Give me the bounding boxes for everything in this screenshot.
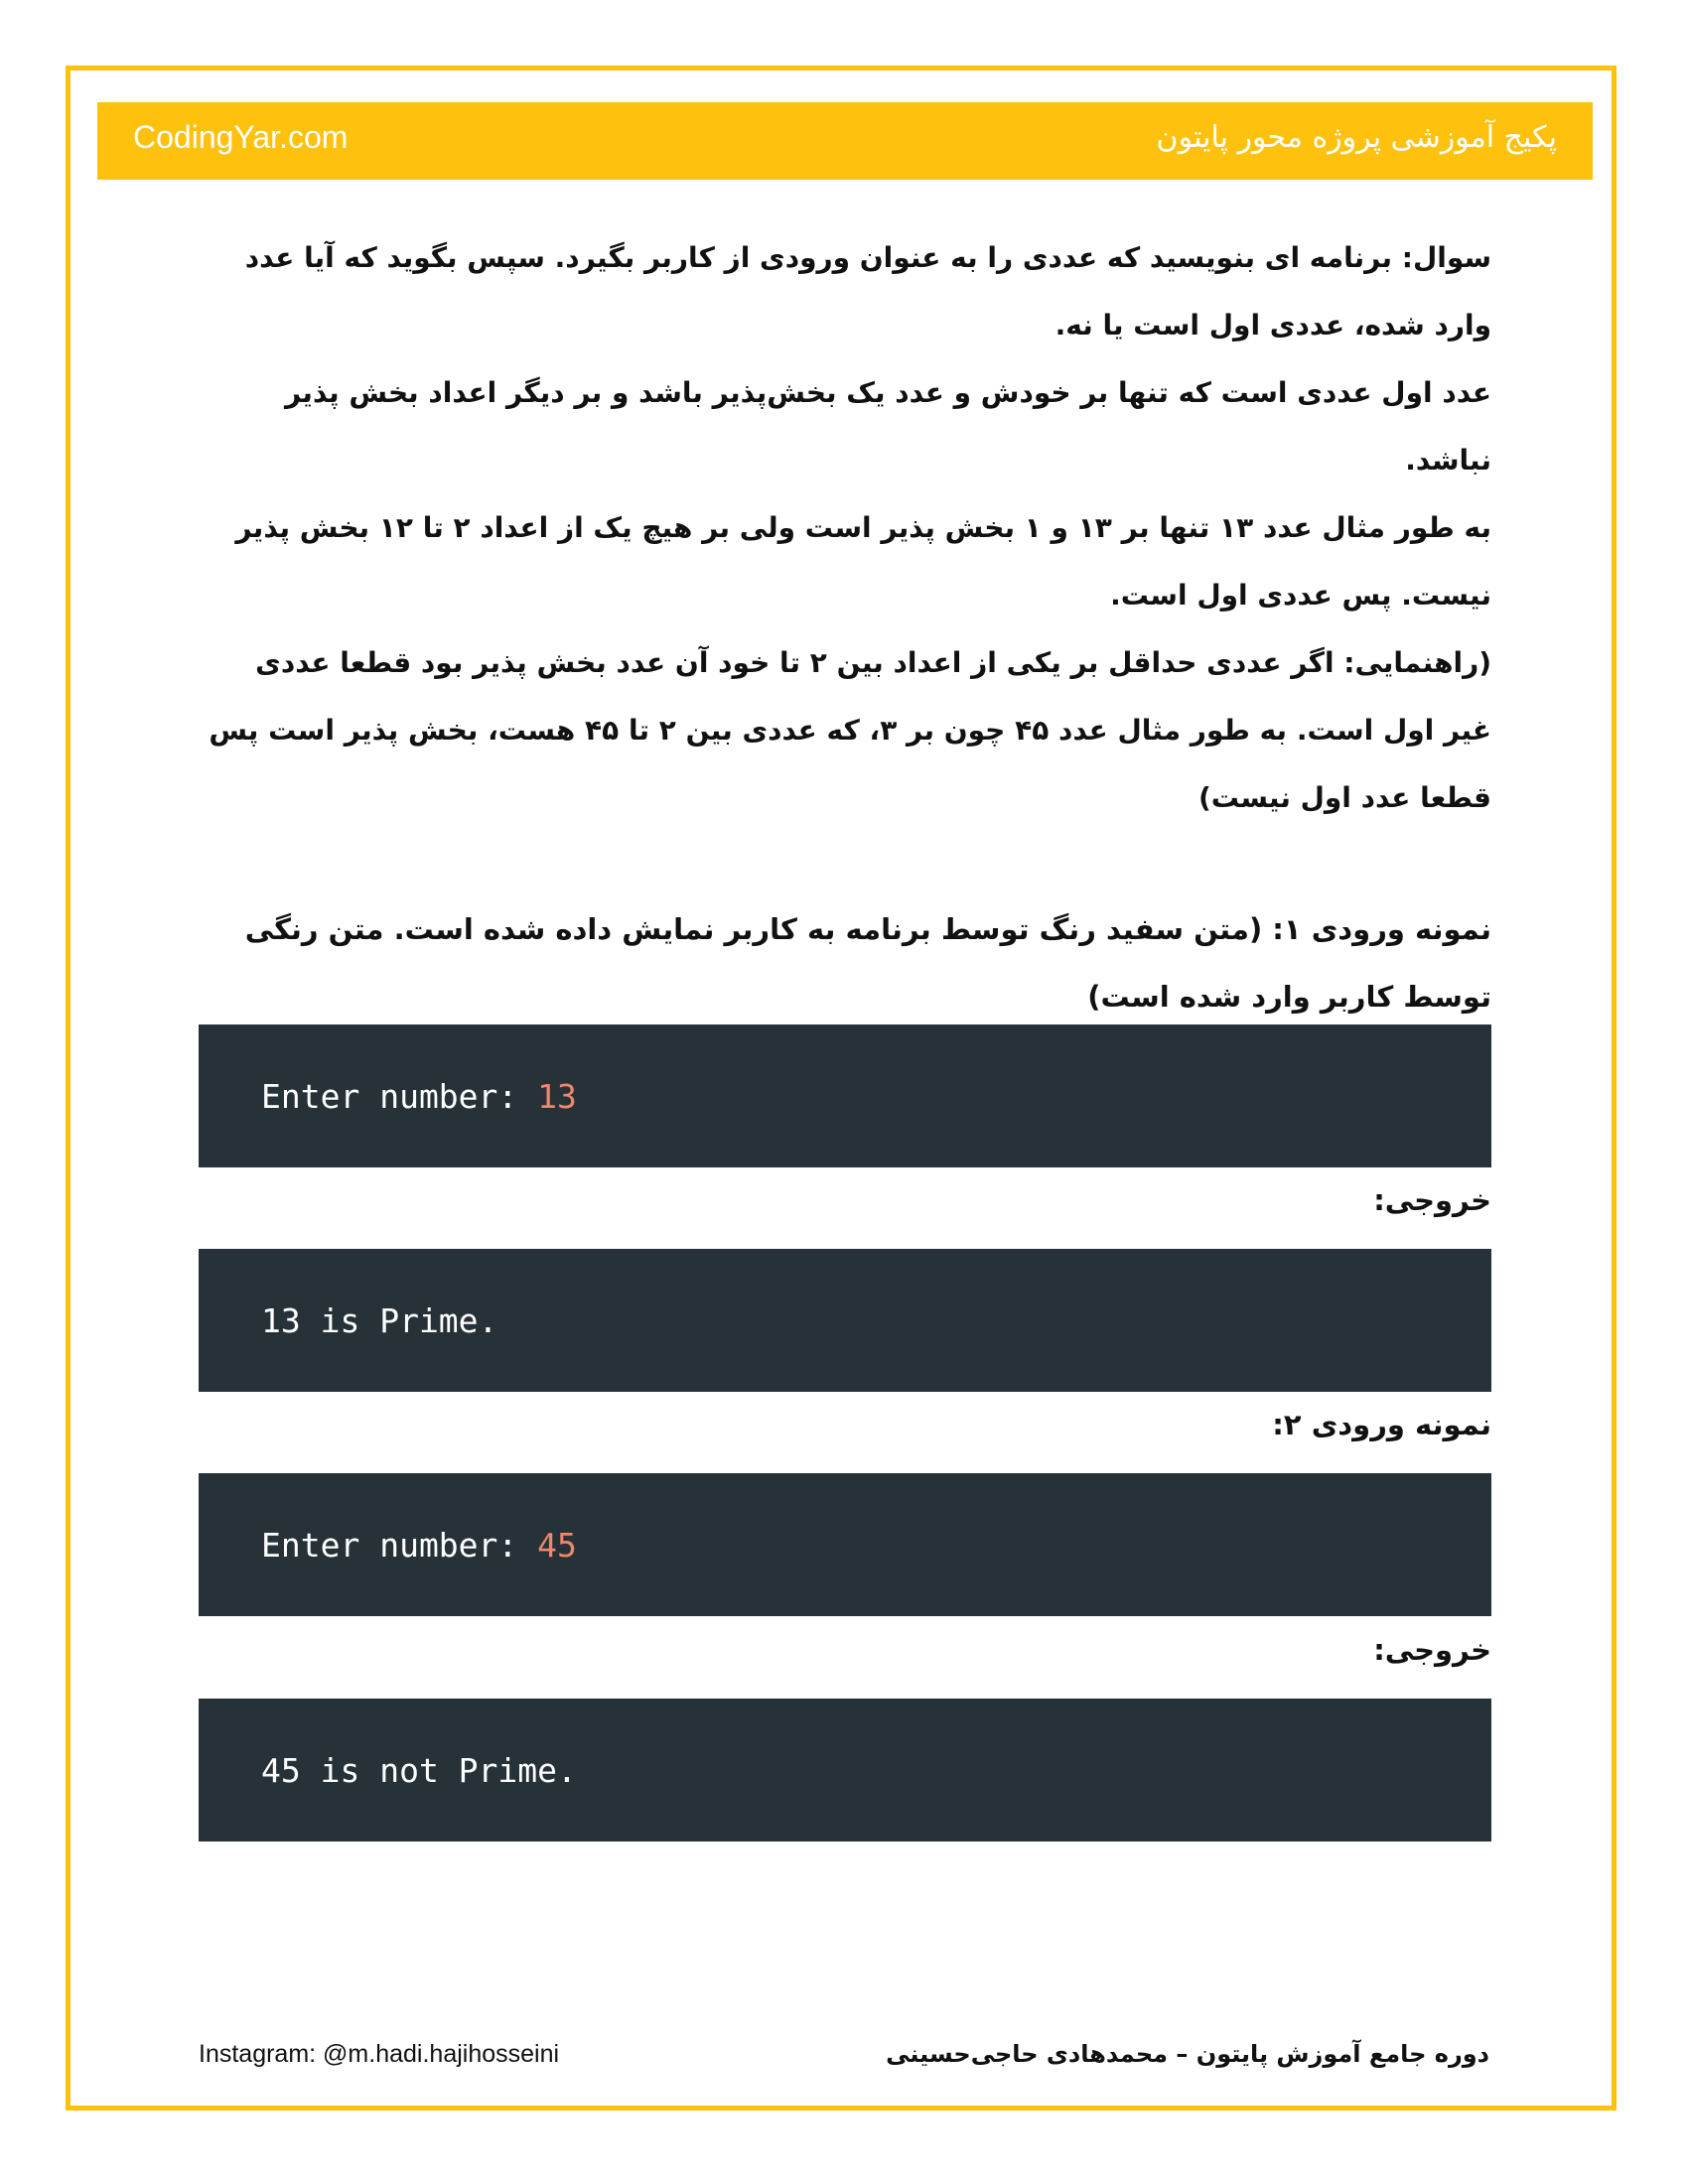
sample1-label: نمونه ورودی ۱: (متن سفید رنگ توسط برنامه به کاربر نمایش داده شده است. متن رنگی توسط کاربر وارد شده است)	[244, 912, 1491, 1014]
header-bar	[97, 102, 1593, 180]
footer-course: دوره جامع آموزش پایتون – محمدهادی حاجی‌حسینی	[886, 2040, 1489, 2068]
sample2-prompt: Enter number:	[261, 1525, 538, 1565]
footer-instagram: Instagram: @m.hadi.hajihosseini	[199, 2040, 560, 2068]
sample1-prompt: Enter number:	[261, 1076, 538, 1116]
sample2-output-terminal	[199, 1699, 1491, 1842]
definition-paragraph: عدد اول عددی است که تنها بر خودش و عدد یک بخش‌پذیر باشد و بر دیگر اعداد بخش پذیر نباشد.	[285, 376, 1491, 477]
site-name: CodingYar.com	[133, 119, 349, 155]
sample2-output-label: خروجی:	[1373, 1633, 1491, 1667]
example-paragraph: به طور مثال عدد ۱۳ تنها بر ۱۳ و ۱ بخش پذیر است ولی بر هیچ یک از اعداد ۲ تا ۱۲ بخش پذیر نیست. پس عددی اول است.	[235, 511, 1491, 612]
question-text	[199, 224, 1491, 832]
hint-paragraph: (راهنمایی: اگر عددی حداقل بر یکی از اعداد بین ۲ تا خود آن عدد بخش پذیر بود قطعا عددی غیر اول است. به طور مثال عدد ۴۵ چون بر ۳، که عددی بین ۲ تا ۴۵ هست، بخش پذیر است پس قطعا عدد اول نیست)	[209, 646, 1491, 814]
package-title: پکیج آموزشی پروژه محور پایتون	[1156, 120, 1557, 155]
question-paragraph: سوال: برنامه ای بنویسید که عددی را به عنوان ورودی از کاربر بگیرد. سپس بگوید که آیا عدد وارد شده، عددی اول است یا نه.	[244, 241, 1491, 341]
sample2-output: 45 is not Prime.	[261, 1750, 577, 1790]
sample2-user-input: 45	[537, 1525, 577, 1565]
sample2-input-terminal	[199, 1473, 1491, 1616]
sample1-output-label: خروجی:	[1373, 1183, 1491, 1217]
sample1-output: 13 is Prime.	[261, 1300, 498, 1340]
sample1-input-terminal	[199, 1024, 1491, 1167]
sample1-user-input: 13	[537, 1076, 577, 1116]
sample2-label: نمونه ورودی ۲:	[1272, 1408, 1491, 1441]
sample1-output-terminal	[199, 1249, 1491, 1392]
